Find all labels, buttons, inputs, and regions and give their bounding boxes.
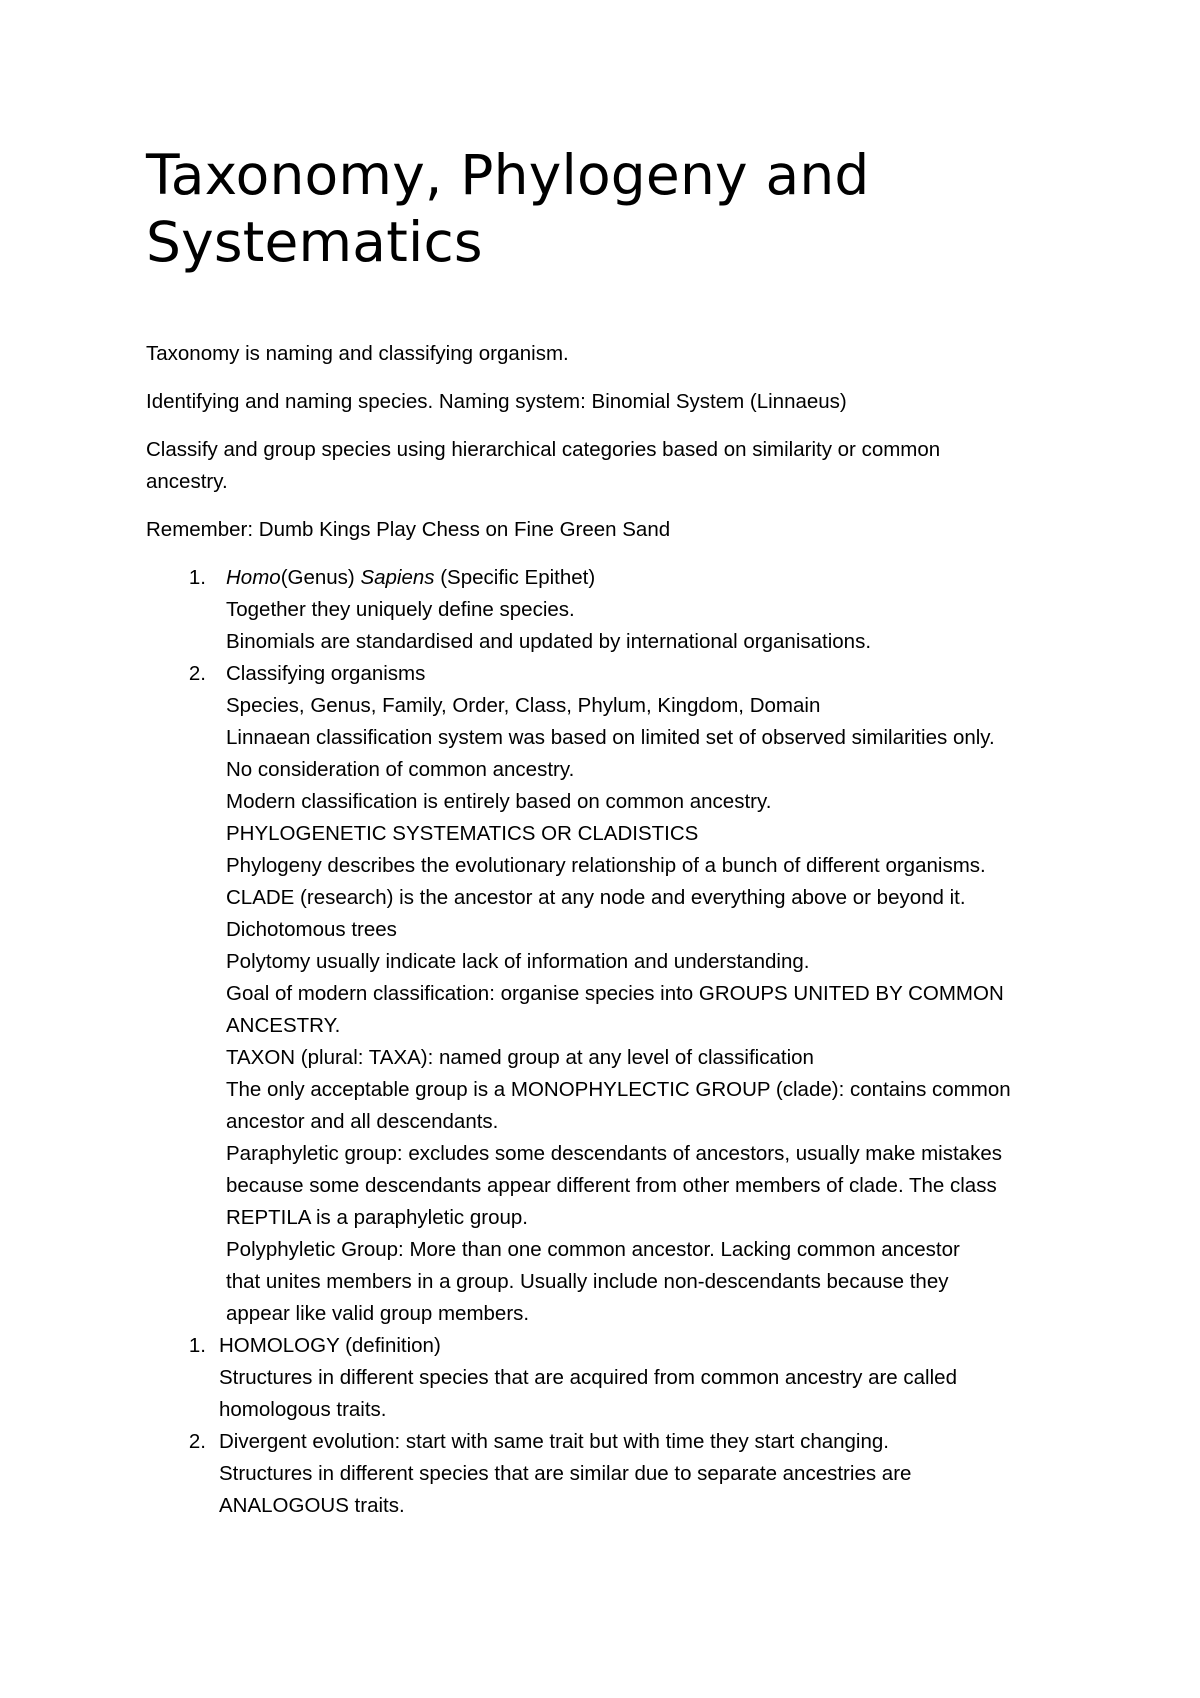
list-item-line: Classifying organisms — [226, 662, 426, 685]
list-item-line: appear like valid group members. — [226, 1302, 530, 1325]
list-item-line: Polyphyletic Group: More than one common ancestor. Lacking common ancestor — [226, 1238, 960, 1261]
species-name: Sapiens — [360, 566, 435, 589]
document-title — [146, 142, 1070, 276]
list-item — [146, 658, 1070, 1330]
list-item-line: Modern classification is entirely based on common ancestry. — [226, 790, 772, 813]
genus-name: Homo — [226, 566, 281, 589]
paragraph: Identifying and naming species. Naming system: Binomial System (Linnaeus) — [146, 390, 847, 413]
list-item-line: Binomials are standardised and updated by international organisations. — [226, 630, 872, 653]
paragraph: Taxonomy is naming and classifying organism. — [146, 342, 569, 365]
list-item — [146, 562, 1070, 658]
list-item-line: ancestor and all descendants. — [226, 1110, 499, 1133]
list-item-line: homologous traits. — [219, 1398, 387, 1421]
paragraph: Classify and group species using hierarchical categories based on similarity or common ancestry. — [146, 438, 941, 493]
list-item-line: Polytomy usually indicate lack of information and understanding. — [226, 950, 810, 973]
numbered-list — [146, 562, 1070, 1330]
list-item-line: that unites members in a group. Usually include non-descendants because they — [226, 1270, 949, 1293]
list-item-line: TAXON (plural: TAXA): named group at any level of classification — [226, 1046, 814, 1069]
list-item-line: ANALOGOUS traits. — [219, 1494, 405, 1517]
list-item-line: because some descendants appear different from other members of clade. The class — [226, 1174, 997, 1197]
list-item-line: CLADE (research) is the ancestor at any node and everything above or beyond it. — [226, 886, 966, 909]
genus-tag: (Genus) — [280, 566, 361, 589]
list-number: 2. — [188, 1430, 206, 1453]
list-number: 2. — [188, 662, 206, 685]
paragraph: Remember: Dumb Kings Play Chess on Fine Green Sand — [146, 518, 671, 541]
list-item-line: Together they uniquely define species. — [226, 598, 575, 621]
list-item-line: Phylogeny describes the evolutionary relationship of a bunch of different organisms. — [226, 854, 986, 877]
title-line: Taxonomy, Phylogeny and — [146, 143, 870, 207]
list-number: 1. — [188, 566, 206, 589]
list-item — [146, 1330, 1070, 1426]
list-item-line: ANCESTRY. — [226, 1014, 341, 1037]
list-item-line: REPTILA is a paraphyletic group. — [226, 1206, 528, 1229]
list-number: 1. — [188, 1334, 206, 1357]
species-tag: (Specific Epithet) — [434, 566, 596, 589]
list-item-line: The only acceptable group is a MONOPHYLECTIC GROUP (clade): contains common — [226, 1078, 1011, 1101]
list-item-line: Structures in different species that are acquired from common ancestry are called — [219, 1366, 957, 1389]
list-item-heading — [226, 562, 1070, 594]
list-item-line: Species, Genus, Family, Order, Class, Phylum, Kingdom, Domain — [226, 694, 821, 717]
list-item — [146, 1426, 1070, 1522]
list-item-line: Goal of modern classification: organise species into GROUPS UNITED BY COMMON — [226, 982, 1004, 1005]
title-line: Systematics — [146, 210, 483, 274]
list-item-line: Divergent evolution: start with same trait but with time they start changing. — [219, 1430, 889, 1453]
list-item-line: Paraphyletic group: excludes some descendants of ancestors, usually make mistakes — [226, 1142, 1002, 1165]
list-item-line: Structures in different species that are similar due to separate ancestries are — [219, 1462, 912, 1485]
list-item-line: PHYLOGENETIC SYSTEMATICS OR CLADISTICS — [226, 822, 699, 845]
list-item-line: Linnaean classification system was based on limited set of observed similarities only. — [226, 726, 995, 749]
list-item-line: HOMOLOGY (definition) — [219, 1334, 441, 1357]
list-item-line: No consideration of common ancestry. — [226, 758, 575, 781]
list-item-line: Dichotomous trees — [226, 918, 397, 941]
numbered-list — [146, 1330, 1070, 1522]
